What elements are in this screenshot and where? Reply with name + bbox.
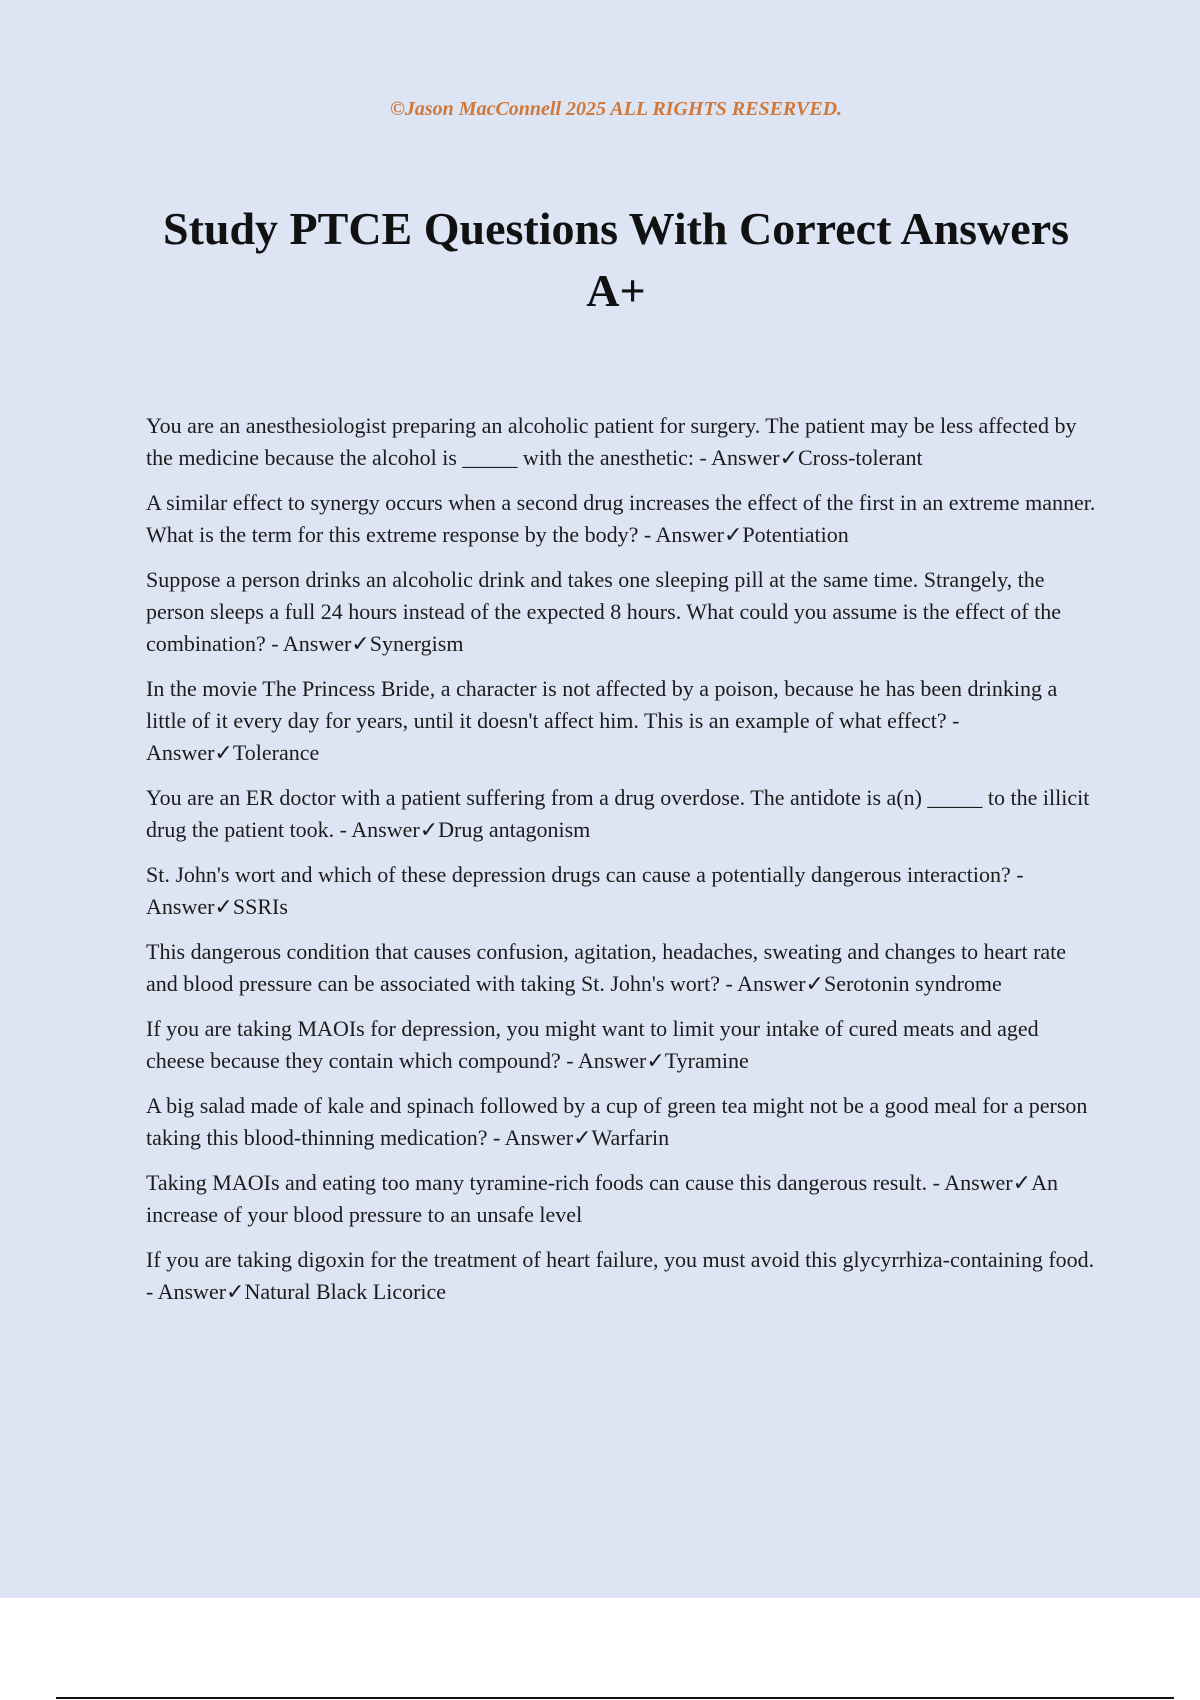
qa-item — [146, 410, 1096, 474]
answer-text: Tolerance — [232, 740, 320, 765]
question-text: Suppose a person drinks an alcoholic drink and takes one sleeping pill at the same time. Strangely, the person sleeps a full 24 hours instead of the expected 8 hours. What could you assume is the effect of the combination? - Answer✓ — [146, 567, 1061, 656]
question-text: This dangerous condition that causes confusion, agitation, headaches, sweating and changes to heart rate and blood pressure can be associated with taking St. John's wort? - Answer✓ — [146, 939, 1067, 996]
footer-divider — [56, 1697, 1174, 1699]
answer-text: An increase of your blood pressure to an unsafe level — [146, 1170, 1058, 1227]
qa-item — [146, 1013, 1096, 1077]
copyright-notice: ©Jason MacConnell 2025 ALL RIGHTS RESERVED. — [389, 98, 843, 120]
question-text: You are an anesthesiologist preparing an alcoholic patient for surgery. The patient may be less affected by the medicine because the alcohol is _____ with the anesthetic: - Answer✓ — [146, 413, 1077, 470]
answer-text: Tyramine — [664, 1048, 749, 1073]
qa-item — [146, 673, 1096, 769]
answer-text: Cross-tolerant — [797, 445, 923, 470]
qa-item — [146, 1167, 1096, 1231]
question-text: St. John's wort and which of these depression drugs can cause a potentially dangerous interaction? - Answer✓ — [146, 862, 1024, 919]
question-text: Taking MAOIs and eating too many tyramine-rich foods can cause this dangerous result. - Answer✓ — [146, 1170, 1032, 1195]
answer-text: SSRIs — [232, 894, 288, 919]
answer-text: Warfarin — [591, 1125, 670, 1150]
answer-text: Potentiation — [742, 522, 849, 547]
question-text: A big salad made of kale and spinach followed by a cup of green tea might not be a good meal for a person taking this blood-thinning medication? - Answer✓ — [146, 1093, 1088, 1150]
answer-text: Serotonin syndrome — [823, 971, 1002, 996]
question-text: You are an ER doctor with a patient suffering from a drug overdose. The antidote is a(n) _____ to the illicit drug the patient took. - Answer✓ — [146, 785, 1090, 842]
qa-item — [146, 564, 1096, 660]
question-text: If you are taking digoxin for the treatment of heart failure, you must avoid this glycyrrhiza-containing food. - Answer✓ — [146, 1247, 1095, 1304]
qa-item — [146, 487, 1096, 551]
qa-item — [146, 782, 1096, 846]
qa-item — [146, 1244, 1096, 1308]
answer-text: Drug antagonism — [438, 817, 591, 842]
qa-list — [146, 410, 1096, 1321]
question-text: A similar effect to synergy occurs when a second drug increases the effect of the first in an extreme manner. What is the term for this extreme response by the body? - Answer✓ — [146, 490, 1096, 547]
qa-item — [146, 936, 1096, 1000]
answer-text: Natural Black Licorice — [244, 1279, 447, 1304]
page-title: Study PTCE Questions With Correct Answers A+ — [162, 203, 1070, 316]
answer-text: Synergism — [369, 631, 464, 656]
question-text: In the movie The Princess Bride, a character is not affected by a poison, because he has been drinking a little of it every day for years, until it doesn't affect him. This is an example of what effect? - Answer✓ — [146, 676, 1058, 765]
qa-item — [146, 1090, 1096, 1154]
question-text: If you are taking MAOIs for depression, you might want to limit your intake of cured meats and aged cheese because they contain which compound? - Answer✓ — [146, 1016, 1039, 1073]
qa-item — [146, 859, 1096, 923]
